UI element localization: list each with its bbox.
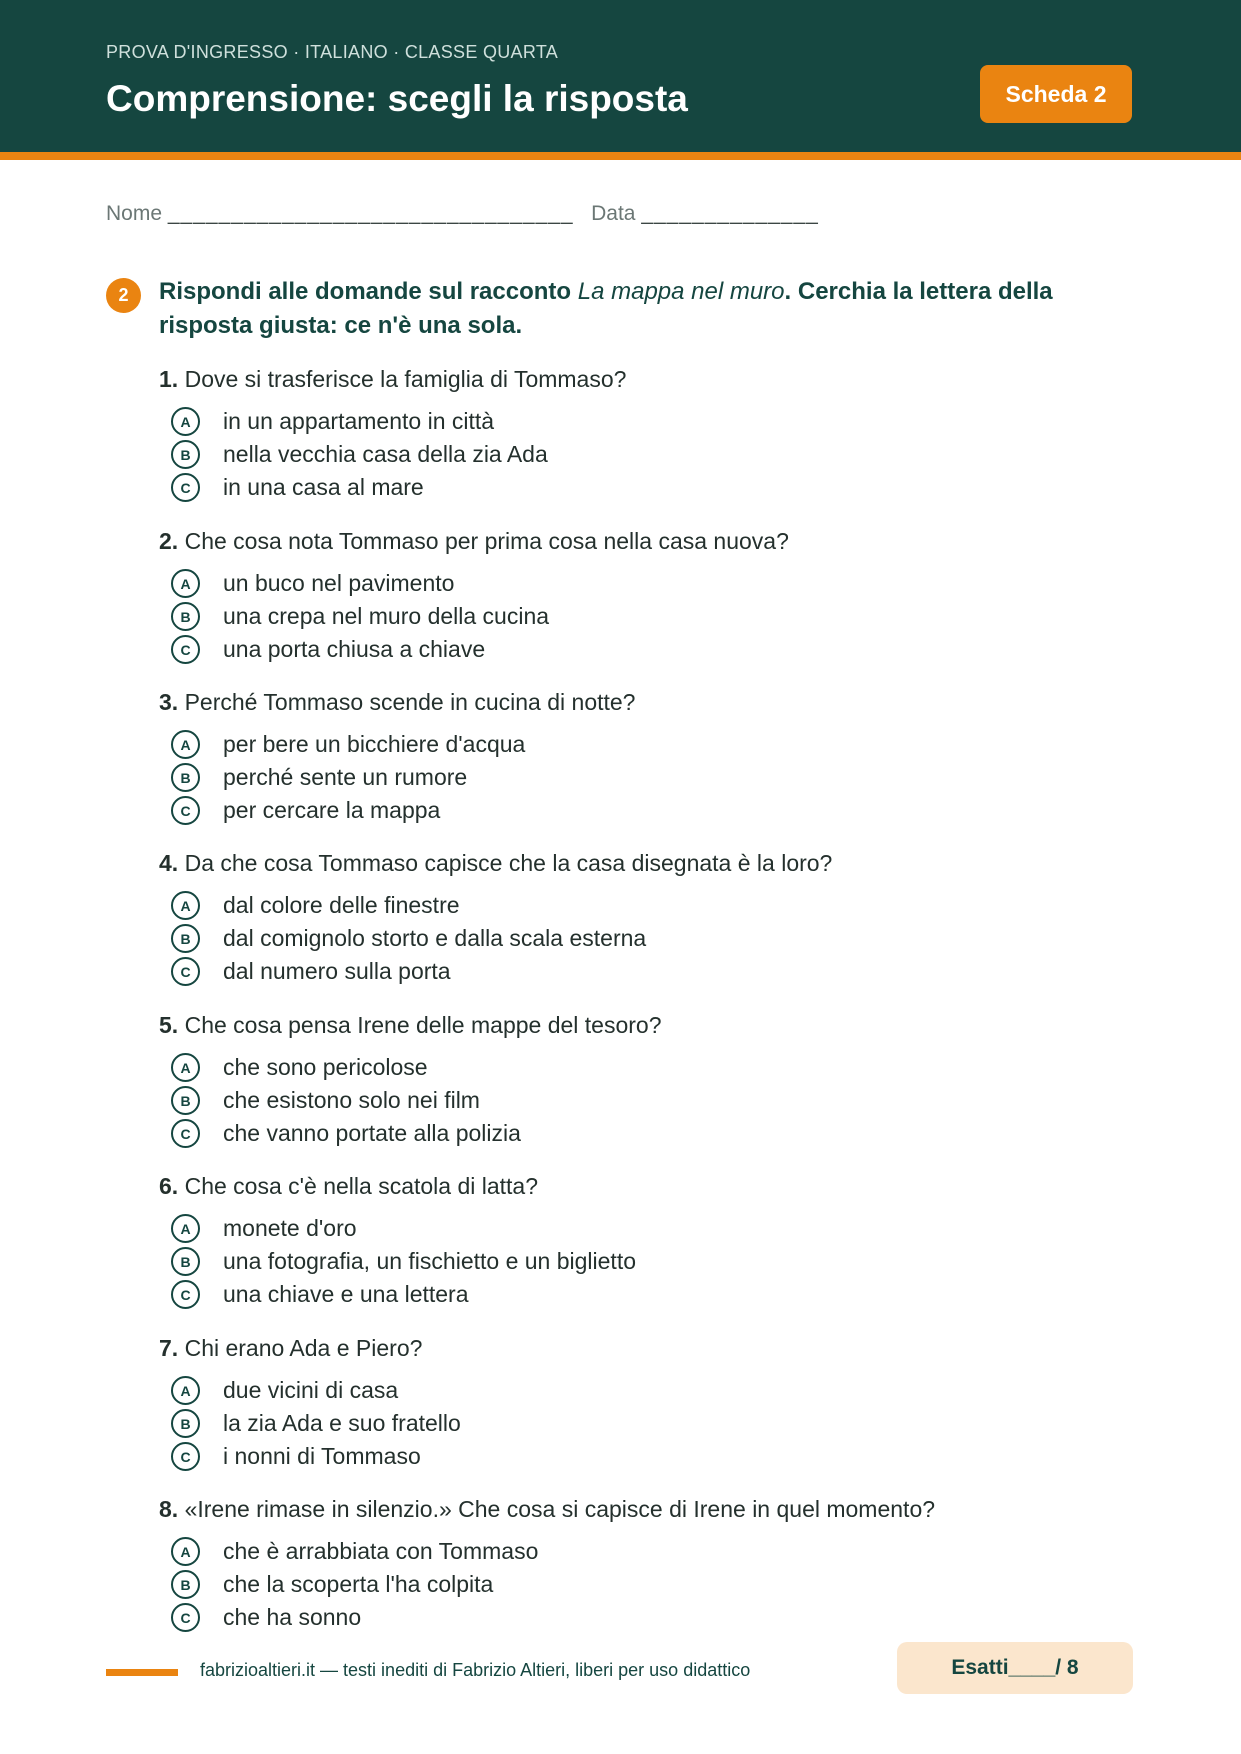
option-letter-circle[interactable]: A xyxy=(171,1376,200,1405)
option-letter-circle[interactable]: A xyxy=(171,1214,200,1243)
question-number: 8. xyxy=(159,1496,179,1522)
question-text xyxy=(159,686,1159,719)
footer-accent-bar xyxy=(106,1669,178,1676)
answer-option[interactable] xyxy=(171,794,1159,827)
date-label: Data xyxy=(591,202,636,225)
score-label: Esatti xyxy=(951,1656,1009,1679)
worksheet-badge: Scheda 2 xyxy=(980,65,1132,123)
option-letter-circle[interactable]: A xyxy=(171,1053,200,1082)
option-letter-circle[interactable]: B xyxy=(171,924,200,953)
option-text: per bere un bicchiere d'acqua xyxy=(223,731,526,757)
option-letter-circle[interactable]: B xyxy=(171,602,200,631)
answer-option[interactable] xyxy=(171,1374,1159,1407)
option-list xyxy=(159,889,1159,988)
name-date-row xyxy=(106,202,819,226)
option-letter-circle[interactable]: B xyxy=(171,1086,200,1115)
option-letter-circle[interactable]: B xyxy=(171,1570,200,1599)
answer-option[interactable] xyxy=(171,922,1159,955)
name-label: Nome xyxy=(106,202,163,225)
answer-option[interactable] xyxy=(171,728,1159,761)
option-letter-circle[interactable]: C xyxy=(171,796,200,825)
option-letter-circle[interactable]: A xyxy=(171,407,200,436)
option-letter-circle[interactable]: C xyxy=(171,957,200,986)
question-number: 1. xyxy=(159,366,179,392)
answer-option[interactable] xyxy=(171,471,1159,504)
question-text xyxy=(159,1009,1159,1042)
option-list xyxy=(159,405,1159,504)
question xyxy=(159,1009,1159,1150)
question-list xyxy=(159,363,1159,1634)
instruction-text-2: . Cerchia la lettera della risposta giusta: ce n'è una sola. xyxy=(159,278,1053,339)
question xyxy=(159,1332,1159,1473)
question-number: 5. xyxy=(159,1012,179,1038)
option-text: che è arrabbiata con Tommaso xyxy=(223,1538,539,1564)
answer-option[interactable] xyxy=(171,1117,1159,1150)
option-list xyxy=(159,1212,1159,1311)
option-text: dal comignolo storto e dalla scala esterna xyxy=(223,925,647,951)
option-text: una porta chiusa a chiave xyxy=(223,636,486,662)
answer-option[interactable] xyxy=(171,1535,1159,1568)
option-text: dal colore delle finestre xyxy=(223,892,460,918)
option-text: che la scoperta l'ha colpita xyxy=(223,1571,494,1597)
option-text: la zia Ada e suo fratello xyxy=(223,1410,461,1436)
score-total: / 8 xyxy=(1055,1656,1079,1679)
option-list xyxy=(159,1051,1159,1150)
answer-option[interactable] xyxy=(171,1278,1159,1311)
option-list xyxy=(159,728,1159,827)
option-letter-circle[interactable]: C xyxy=(171,473,200,502)
option-text: una fotografia, un fischietto e un biglietto xyxy=(223,1248,637,1274)
answer-option[interactable] xyxy=(171,889,1159,922)
question-text xyxy=(159,525,1159,558)
question-text xyxy=(159,1332,1159,1365)
answer-option[interactable] xyxy=(171,1212,1159,1245)
footer-credit: fabrizioaltieri.it — testi inediti di Fabrizio Altieri, liberi per uso didattico xyxy=(200,1660,751,1680)
question-text xyxy=(159,1170,1159,1203)
option-letter-circle[interactable]: C xyxy=(171,1280,200,1309)
option-text: nella vecchia casa della zia Ada xyxy=(223,441,548,467)
option-letter-circle[interactable]: B xyxy=(171,1409,200,1438)
question-label: Che cosa c'è nella scatola di latta? xyxy=(184,1173,539,1199)
page-header xyxy=(0,0,1241,152)
option-text: un buco nel pavimento xyxy=(223,570,455,596)
option-text: che esistono solo nei film xyxy=(223,1087,480,1113)
question-text xyxy=(159,1493,1159,1526)
date-field[interactable]: ______________ xyxy=(641,202,819,225)
question-label: Perché Tommaso scende in cucina di notte? xyxy=(184,689,636,715)
option-text: dal numero sulla porta xyxy=(223,958,451,984)
option-letter-circle[interactable]: A xyxy=(171,891,200,920)
answer-option[interactable] xyxy=(171,600,1159,633)
instruction-text-1: Rispondi alle domande sul racconto xyxy=(159,278,578,305)
option-text: in una casa al mare xyxy=(223,474,424,500)
answer-option[interactable] xyxy=(171,1245,1159,1278)
option-text: che ha sonno xyxy=(223,1604,362,1630)
option-text: che sono pericolose xyxy=(223,1054,428,1080)
question-number: 2. xyxy=(159,528,179,554)
option-letter-circle[interactable]: C xyxy=(171,1119,200,1148)
score-blank[interactable]: ____ xyxy=(1008,1656,1056,1679)
option-letter-circle[interactable]: A xyxy=(171,730,200,759)
question-label: Che cosa pensa Irene delle mappe del tesoro? xyxy=(184,1012,662,1038)
option-letter-circle[interactable]: B xyxy=(171,763,200,792)
question-label: Che cosa nota Tommaso per prima cosa nella casa nuova? xyxy=(184,528,789,554)
option-list xyxy=(159,567,1159,666)
option-letter-circle[interactable]: A xyxy=(171,569,200,598)
name-field[interactable]: ________________________________ xyxy=(167,202,574,225)
option-text: che vanno portate alla polizia xyxy=(223,1120,521,1146)
option-text: per cercare la mappa xyxy=(223,797,441,823)
option-text: in un appartamento in città xyxy=(223,408,495,434)
header-eyebrow: PROVA D'INGRESSO · ITALIANO · CLASSE QUARTA xyxy=(106,42,559,62)
question-label: Da che cosa Tommaso capisce che la casa disegnata è la loro? xyxy=(184,850,833,876)
header-accent-bar xyxy=(0,152,1241,160)
answer-option[interactable] xyxy=(171,633,1159,666)
question-text xyxy=(159,363,1159,396)
section-instruction xyxy=(159,275,1139,343)
question-number: 4. xyxy=(159,850,179,876)
option-letter-circle[interactable]: A xyxy=(171,1537,200,1566)
option-text: perché sente un rumore xyxy=(223,764,468,790)
question-label: «Irene rimase in silenzio.» Che cosa si capisce di Irene in quel momento? xyxy=(184,1496,936,1522)
answer-option[interactable] xyxy=(171,438,1159,471)
instruction-story-title: La mappa nel muro xyxy=(577,278,785,305)
answer-option[interactable] xyxy=(171,761,1159,794)
question xyxy=(159,525,1159,666)
answer-option[interactable] xyxy=(171,1084,1159,1117)
option-text: monete d'oro xyxy=(223,1215,357,1241)
answer-option[interactable] xyxy=(171,1440,1159,1473)
section-number-badge: 2 xyxy=(106,278,141,313)
option-letter-circle[interactable]: C xyxy=(171,1442,200,1471)
answer-option[interactable] xyxy=(171,1051,1159,1084)
question xyxy=(159,686,1159,827)
answer-option[interactable] xyxy=(171,955,1159,988)
answer-option[interactable] xyxy=(171,567,1159,600)
question xyxy=(159,363,1159,504)
option-text: una crepa nel muro della cucina xyxy=(223,603,550,629)
answer-option[interactable] xyxy=(171,1407,1159,1440)
question xyxy=(159,1170,1159,1311)
option-letter-circle[interactable]: C xyxy=(171,635,200,664)
option-letter-circle[interactable]: B xyxy=(171,440,200,469)
answer-option[interactable] xyxy=(171,405,1159,438)
answer-option[interactable] xyxy=(171,1601,1159,1634)
question-text xyxy=(159,847,1159,880)
question-number: 6. xyxy=(159,1173,179,1199)
question-number: 7. xyxy=(159,1335,179,1361)
option-text: una chiave e una lettera xyxy=(223,1281,469,1307)
option-text: i nonni di Tommaso xyxy=(223,1443,421,1469)
option-list xyxy=(159,1374,1159,1473)
question xyxy=(159,1493,1159,1634)
option-letter-circle[interactable]: B xyxy=(171,1247,200,1276)
score-box xyxy=(897,1642,1133,1694)
question-label: Dove si trasferisce la famiglia di Tommaso? xyxy=(184,366,627,392)
question-number: 3. xyxy=(159,689,179,715)
option-letter-circle[interactable]: C xyxy=(171,1603,200,1632)
question xyxy=(159,847,1159,988)
option-text: due vicini di casa xyxy=(223,1377,399,1403)
answer-option[interactable] xyxy=(171,1568,1159,1601)
page-title: Comprensione: scegli la risposta xyxy=(106,78,688,119)
question-label: Chi erano Ada e Piero? xyxy=(184,1335,423,1361)
option-list xyxy=(159,1535,1159,1634)
